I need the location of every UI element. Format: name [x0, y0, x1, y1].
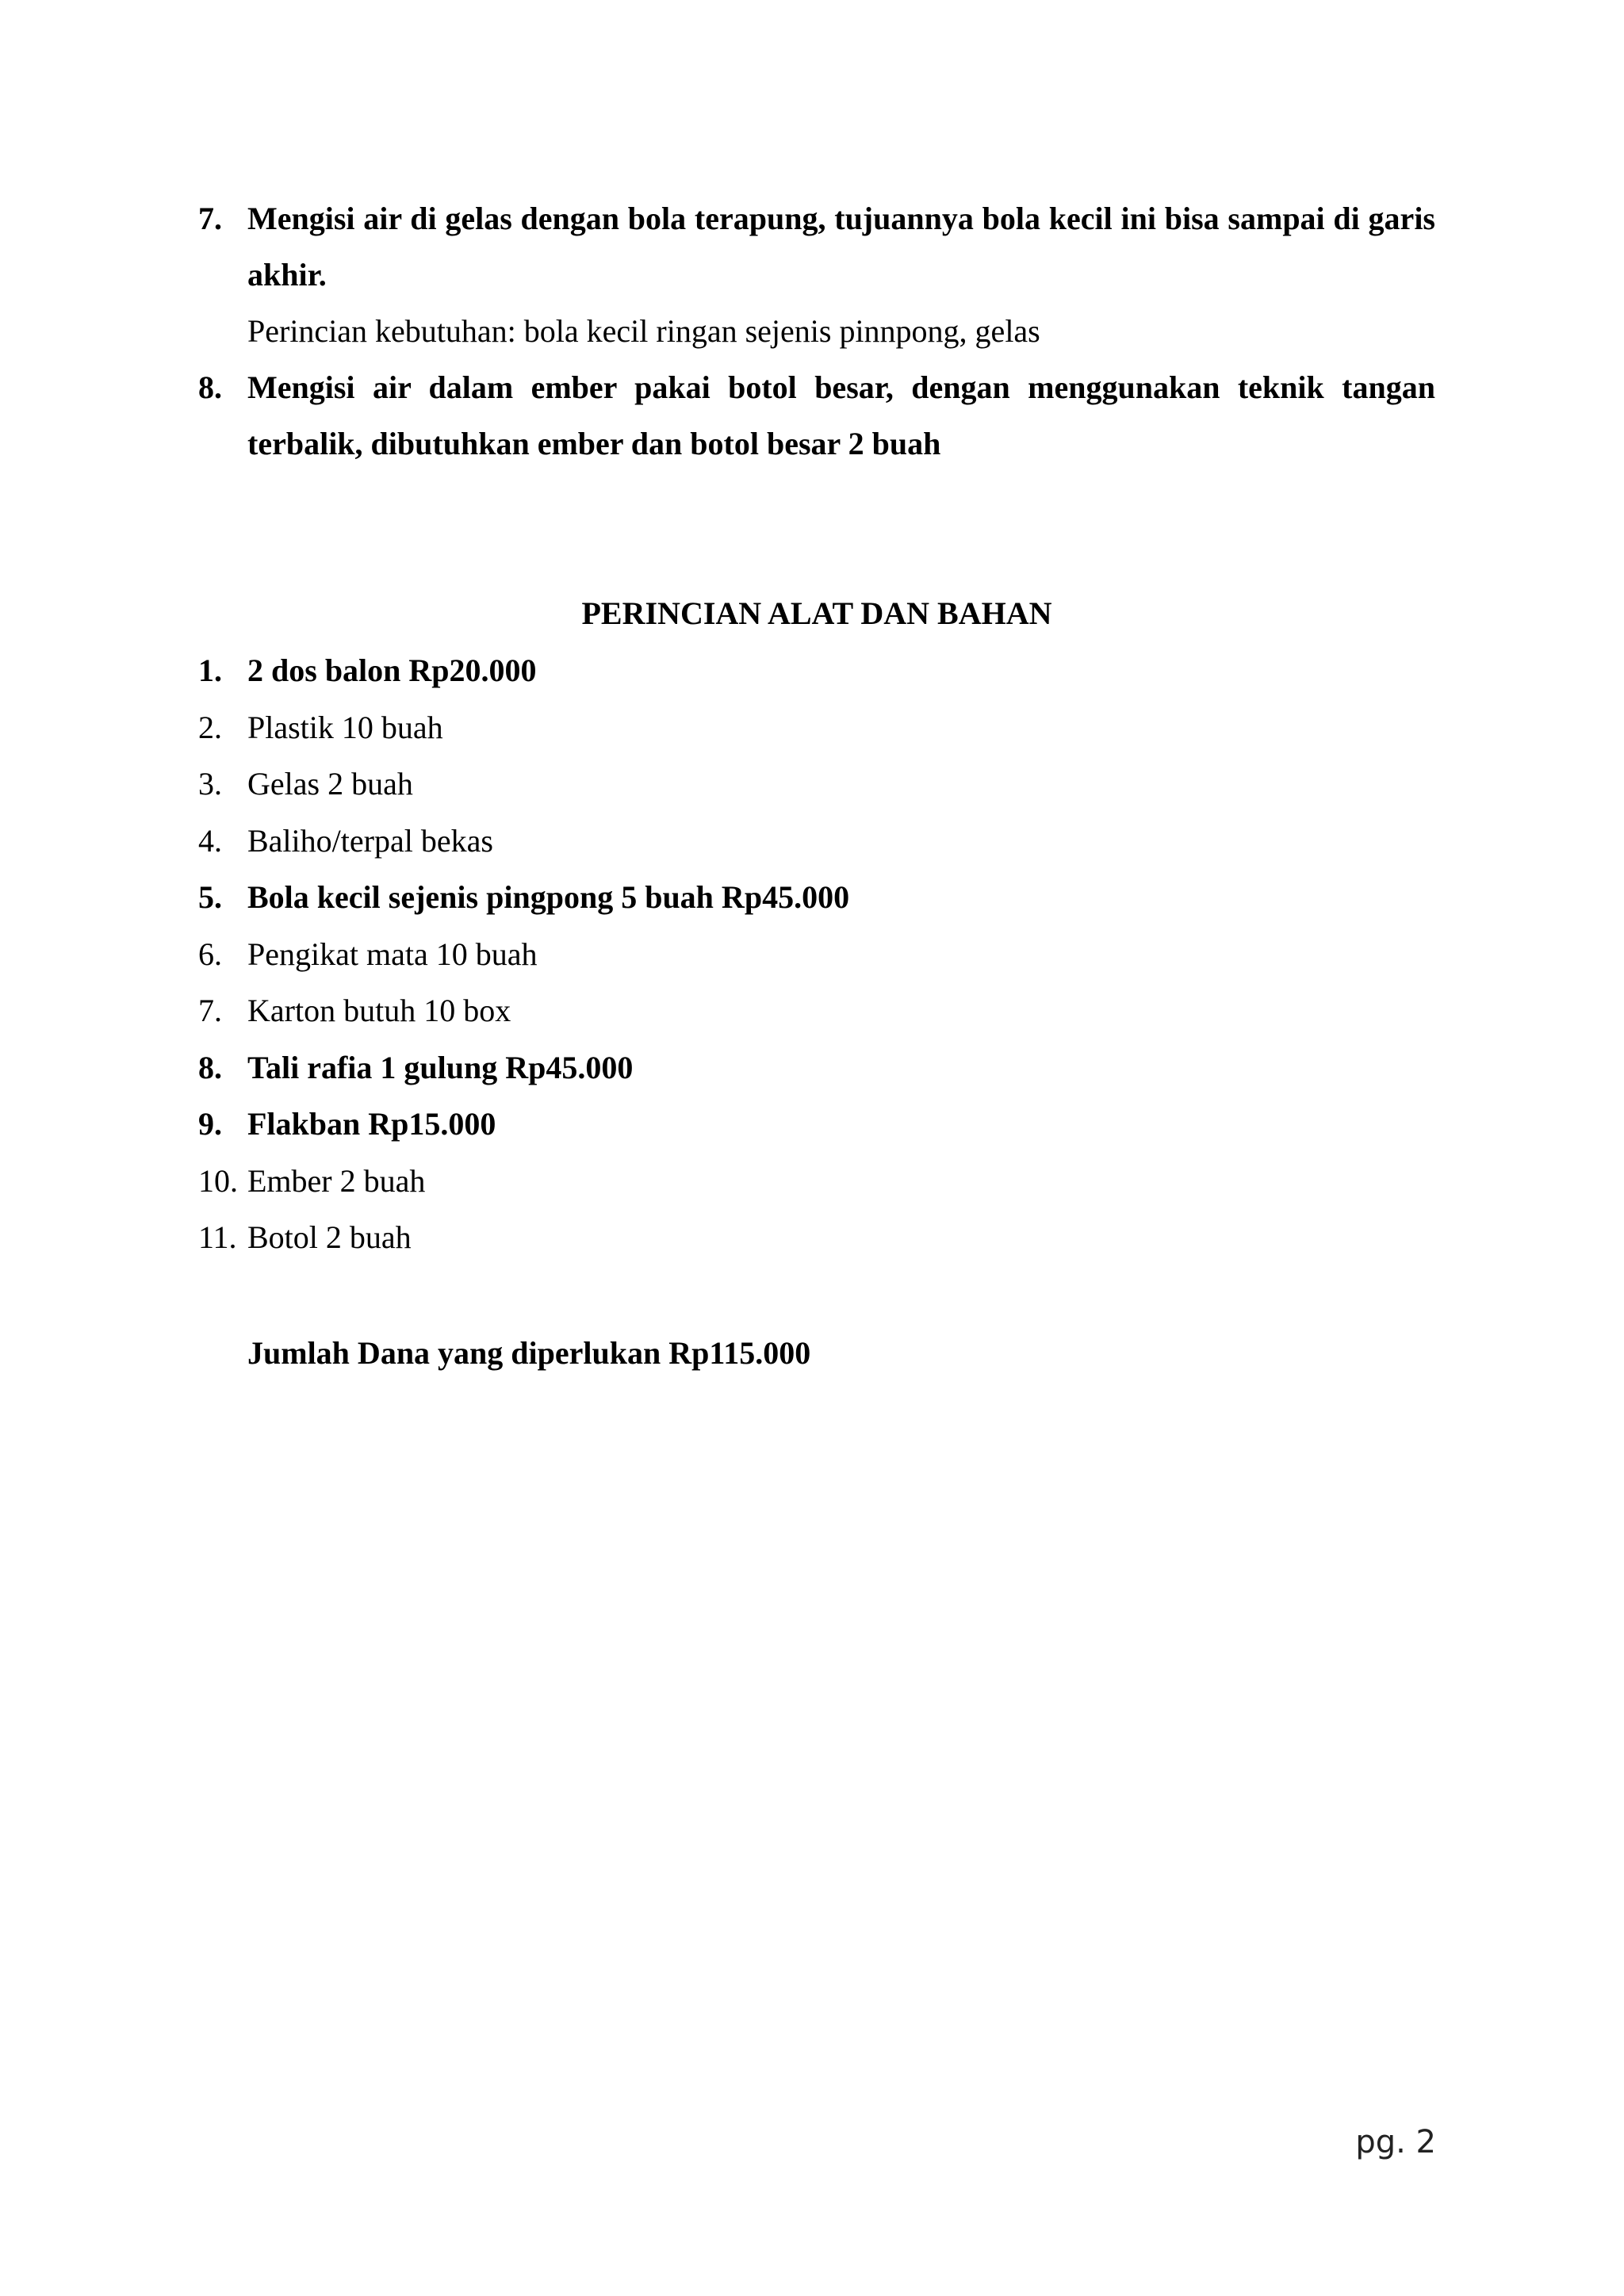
material-text: Flakban Rp15.000 [247, 1106, 496, 1142]
step-item-8 [198, 359, 1435, 472]
material-number: 1. [198, 652, 222, 688]
material-text: Botol 2 buah [247, 1219, 412, 1255]
material-number: 4. [198, 822, 222, 859]
step-item-7 [198, 190, 1435, 303]
materials-list [198, 642, 1435, 1266]
material-number: 7. [198, 993, 222, 1028]
material-text: Pengikat mata 10 buah [247, 936, 538, 972]
material-item [198, 813, 1435, 870]
material-number: 3. [198, 766, 222, 802]
material-number: 11. [198, 1219, 237, 1255]
material-text: Tali rafia 1 gulung Rp45.000 [247, 1049, 634, 1085]
material-number: 10. [198, 1162, 238, 1199]
steps-section [198, 190, 1435, 472]
material-item [198, 869, 1435, 926]
material-text: 2 dos balon Rp20.000 [247, 652, 537, 688]
material-item [198, 699, 1435, 756]
material-text: Baliho/terpal bekas [247, 822, 493, 859]
steps-list [198, 190, 1435, 472]
material-text: Gelas 2 buah [247, 766, 413, 802]
material-number: 2. [198, 709, 222, 745]
material-number: 8. [198, 1049, 222, 1085]
total-funds: Jumlah Dana yang diperlukan Rp115.000 [247, 1335, 811, 1371]
material-item [198, 1096, 1435, 1153]
material-number: 5. [198, 879, 222, 915]
material-number: 6. [198, 936, 222, 972]
material-item [198, 642, 1435, 699]
step-text: Mengisi air dalam ember pakai botol besar, dengan menggunakan teknik tangan terbalik, dibutuhkan ember dan botol besar 2 buah [247, 369, 1435, 461]
material-text: Ember 2 buah [247, 1162, 426, 1199]
material-item [198, 926, 1435, 983]
material-text: Bola kecil sejenis pingpong 5 buah Rp45.000 [247, 879, 850, 915]
step-note: Perincian kebutuhan: bola kecil ringan sejenis pinnpong, gelas [247, 313, 1040, 349]
page-number: pg. 2 [1355, 2124, 1436, 2160]
step-number: 7. [198, 201, 222, 236]
material-item [198, 1039, 1435, 1096]
material-text: Plastik 10 buah [247, 709, 443, 745]
material-item [198, 756, 1435, 813]
step-text: Mengisi air di gelas dengan bola terapung, tujuannya bola kecil ini bisa sampai di garis akhir. [247, 201, 1435, 293]
material-text: Karton butuh 10 box [247, 993, 511, 1028]
step-number: 8. [198, 369, 222, 405]
materials-title: PERINCIAN ALAT DAN BAHAN [581, 595, 1052, 631]
material-item [198, 982, 1435, 1039]
material-item [198, 1209, 1435, 1266]
material-item [198, 1153, 1435, 1210]
material-number: 9. [198, 1106, 222, 1142]
